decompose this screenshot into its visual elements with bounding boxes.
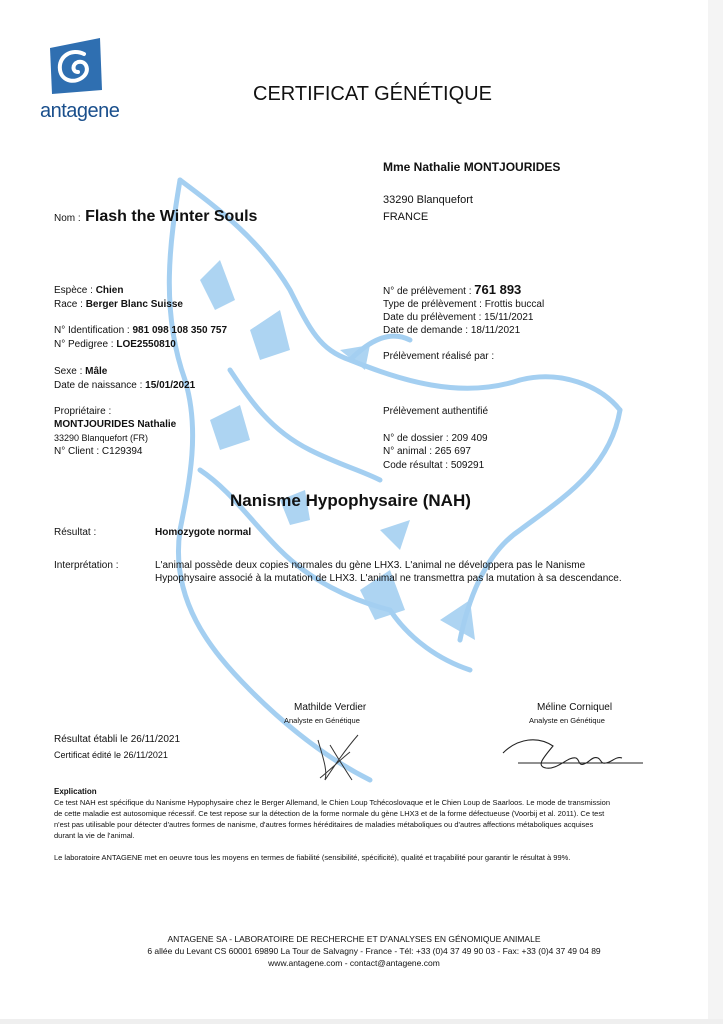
test-title: Nanisme Hypophysaire (NAH) bbox=[230, 491, 471, 510]
signatory-left-role: Analyste en Génétique bbox=[284, 716, 360, 725]
proprietor-city: 33290 Blanquefort (FR) bbox=[54, 433, 149, 443]
result-label: Résultat : bbox=[54, 527, 97, 538]
explanation-line-1: Ce test NAH est spécifique du Nanisme Hypophysaire chez le Berger Allemand, le Chien Loup Tchécoslovaque et le Chien Loup de Saarloos. Le mode de transmission bbox=[54, 798, 611, 807]
interpretation-line-1: L'animal possède deux copies normales du gène LHX3. L'animal ne développera pas le Nanisme bbox=[155, 560, 586, 571]
interpretation-label: Interprétation : bbox=[54, 560, 119, 571]
certificate-edited-date: Certificat édité le 26/11/2021 bbox=[54, 750, 168, 760]
footer-company: ANTAGENE SA - LABORATOIRE DE RECHERCHE ET D'ANALYSES EN GÉNOMIQUE ANIMALE bbox=[167, 934, 541, 944]
explanation-title: Explication bbox=[54, 787, 97, 796]
animal-name-row bbox=[54, 207, 257, 229]
result-established-date: Résultat établi le 26/11/2021 bbox=[54, 734, 181, 745]
request-date: Date de demande : 18/11/2021 bbox=[383, 325, 521, 336]
species-row: Espèce : Chien bbox=[54, 285, 124, 296]
interpretation-line-2: Hypophysaire associé à la mutation de LHX3. L'animal ne transmettra pas la mutation à sa descendance. bbox=[155, 573, 622, 584]
reliability-statement: Le laboratoire ANTAGENE met en oeuvre tous les moyens en termes de fiabilité (sensibilité, spécificité), qualité et traçabilité pour garantir le résultat à 99%. bbox=[54, 853, 571, 862]
footer-address: 6 allée du Levant CS 60001 69890 La Tour de Salvagny - France - Tél: +33 (0)4 37 49 90 03 - Fax: +33 (0)4 37 49 04 89 bbox=[147, 946, 601, 956]
animal-number: N° animal : 265 697 bbox=[383, 446, 471, 457]
explanation-line-2: de cette maladie est autosomique récessif. Ce test repose sur la détection de la forme normale du gène LHX3 et de la forme défectueuse (Voorbij et al. 2011). Ce test bbox=[54, 809, 605, 818]
signature-left-icon bbox=[310, 730, 365, 785]
explanation-line-4: durant la vie de l'animal. bbox=[54, 831, 135, 840]
proprietor-label: Propriétaire : bbox=[54, 406, 112, 417]
owner-city: 33290 Blanquefort bbox=[383, 194, 473, 206]
signatory-left-name: Mathilde Verdier bbox=[294, 702, 367, 713]
result-value: Homozygote normal bbox=[155, 527, 252, 538]
certificate-title: CERTIFICAT GÉNÉTIQUE bbox=[253, 83, 492, 105]
signatory-right-name: Méline Corniquel bbox=[537, 702, 613, 713]
identification-row: N° Identification : 981 098 108 350 757 bbox=[54, 325, 228, 336]
antagene-logo-icon bbox=[44, 34, 108, 98]
animal-name-label: Nom : bbox=[54, 213, 81, 224]
brand-wordmark: antagene bbox=[40, 100, 120, 122]
signatory-right-role: Analyste en Génétique bbox=[529, 716, 605, 725]
sample-authenticated: Prélèvement authentifié bbox=[383, 406, 489, 417]
result-code: Code résultat : 509291 bbox=[383, 460, 485, 471]
wolf-watermark-icon bbox=[140, 170, 640, 790]
sex-row: Sexe : Mâle bbox=[54, 366, 108, 377]
explanation-line-3: n'est pas utilisable pour détecter d'autres formes de nanisme, d'autres formes héréditaires de maladies métaboliques ou d'autres affections métaboliques acquises bbox=[54, 820, 594, 829]
owner-name: Mme Nathalie MONTJOURIDES bbox=[383, 160, 561, 174]
sample-type: Type de prélèvement : Frottis buccal bbox=[383, 299, 545, 310]
page-edge bbox=[708, 0, 723, 1024]
birthdate-row: Date de naissance : 15/01/2021 bbox=[54, 380, 196, 391]
sample-date: Date du prélèvement : 15/11/2021 bbox=[383, 312, 534, 323]
client-row: N° Client : C129394 bbox=[54, 446, 143, 457]
file-number: N° de dossier : 209 409 bbox=[383, 433, 488, 444]
footer-contact: www.antagene.com - contact@antagene.com bbox=[268, 958, 440, 968]
page-bottom-edge bbox=[0, 1019, 723, 1024]
breed-row: Race : Berger Blanc Suisse bbox=[54, 299, 183, 310]
sample-made-by: Prélèvement réalisé par : bbox=[383, 351, 495, 362]
animal-name: Flash the Winter Souls bbox=[85, 208, 258, 225]
pedigree-row: N° Pedigree : LOE2550810 bbox=[54, 339, 176, 350]
proprietor-name: MONTJOURIDES Nathalie bbox=[54, 419, 177, 430]
owner-country: FRANCE bbox=[383, 211, 429, 223]
signature-right-icon bbox=[498, 728, 648, 773]
sample-number-row: N° de prélèvement : 761 893 bbox=[383, 282, 522, 297]
